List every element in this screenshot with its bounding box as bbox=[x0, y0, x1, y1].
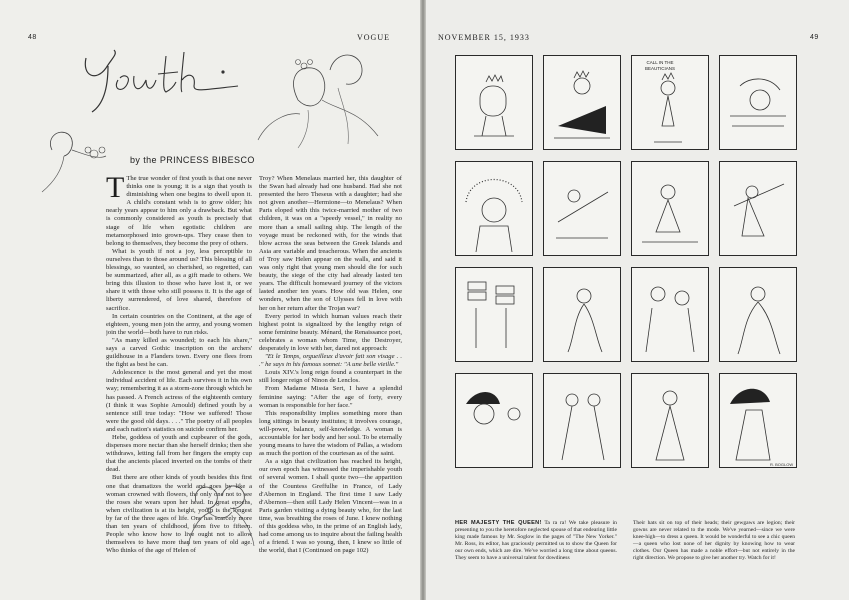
paragraph: In certain countries on the Continent, at the age of eighteen, young men join the army, and young women join the world—both have to run risks. bbox=[106, 312, 252, 336]
cartoon-panel bbox=[543, 373, 621, 468]
caption-column-1 bbox=[455, 520, 617, 561]
cartoon-panel bbox=[719, 373, 797, 468]
cartoon-panel bbox=[455, 55, 533, 150]
paragraph: Louis XIV.'s long reign found a counterpart in the still longer reign of Ninon de Lenclos. bbox=[259, 369, 402, 385]
magazine-header: VOGUE bbox=[357, 33, 390, 42]
drop-cap: T bbox=[106, 175, 125, 204]
caption-column-2 bbox=[633, 520, 795, 561]
paragraph: Adolescence is the most general and yet the most individual accident of life. Each survives it in his own way; remembering it as a storm-zone through which he has passed. A French actress of the eighteenth century (I think it was Sophie Arnould) defined youth by a sentence still true today: "How we suffered! Those were the good old days. . . ." The poetry of all peoples and each nation's statistics on suicide confirm her. bbox=[106, 369, 252, 433]
artist-signature: R. BOGLOW bbox=[770, 462, 794, 467]
caption-text: Ta ra ra! We take pleasure in presenting to you the heretofore neglected spouse of that endearing little king made famous by Mr. Soglow in the pages of "The New Yorker." Mr. Ross, its editor, has graciously permitted us to show the Queen for our own ends, which are dire. We've worried a long time about queens. They seem to have a universal talent for dowdiness bbox=[455, 520, 617, 561]
cartoon-panel bbox=[455, 373, 533, 468]
cartoon-panel bbox=[719, 267, 797, 362]
page-number-right: 49 bbox=[810, 34, 819, 41]
paragraph: "As many killed as wounded; to each his share," says a carved Gothic inscription on the archers' guildhouse in a Flanders town. Every one flees from the fight as best he can. bbox=[106, 336, 252, 369]
cartoon-panel bbox=[455, 161, 533, 256]
cartoon-panel bbox=[631, 161, 709, 256]
paragraph: Every period in which human values reach their highest point is signalized by the lengthy reign of some feminine beauty. Ménard, the Renaissance poet, celebrates a woman whom Time, the Destroyer, desperately in love with her, dared not approach: bbox=[259, 312, 402, 352]
caption-text: Their hats sit on top of their heads; their gewgaws are legion; their gowns are never related to the mode. We've yearned—since we were knee-high—to dress a queen. It would be wonderful to see a chic queen—a queen who lost none of her dignity by knowing how to wear clothes. Our Queen has made a noble effort—but not entirely in the right direction. We propose to give her another try. Watch for it! bbox=[633, 520, 795, 561]
cartoon-panel bbox=[543, 267, 621, 362]
issue-date-header: NOVEMBER 15, 1933 bbox=[438, 33, 530, 42]
cartoon-panel bbox=[719, 55, 797, 150]
woman-flowers-illustration bbox=[32, 120, 112, 200]
paragraph: As a sign that civilization has reached its height, our own epoch has witnessed the imperishable youth of several women. I shall quote two—the apparition of the Countess Greffulhe in France, of Lady d'Abernon in England. The first time I saw Lady d'Abernon—then still Lady Helen Vincent—was in a Paris garden visiting a dying beauty who, for the last time, was breathing the roses of June. I knew nothing of this goddess who, in the prime of an English lady, had come among us to inquire about the failing health of a friend. I was so young, then, I knew so little of the world, that I (Continued on page 102) bbox=[259, 458, 402, 555]
article-column-2 bbox=[259, 175, 402, 585]
speech-bubble: CALL IN THE BEAUTICIANS bbox=[644, 60, 675, 71]
cartoon-strip-grid bbox=[455, 55, 795, 465]
cartoon-panel bbox=[543, 55, 621, 150]
page-number-left: 48 bbox=[28, 34, 37, 41]
youth-script-title bbox=[78, 46, 248, 116]
paragraph: From Madame Missia Sert, I have a splendid feminine saying: "After the age of forty, every woman is responsible for her face." bbox=[259, 385, 402, 409]
paragraph: But there are other kinds of youth besides this first one that dramatizes the world and goes by like a woman crowned with flowers, the only one not to see the roses she wears upon her head. In great epochs, when civilization is at its height, youth is the longest by far of the three ages of life. One has scarcely more than ten years of childhood, from five to fifteen. People who know how to live ought not to allow themselves to have more than ten years of old age. Who thinks of the age of Helen of bbox=[106, 474, 252, 555]
left-page bbox=[0, 0, 420, 600]
couple-illustration-top bbox=[238, 40, 388, 150]
paragraph: The true wonder of first youth is that one never thinks one is young; it is a sign that youth is diminishing when one begins to dwell upon it. A child's constant wish is to grow older; his nearly years appear to him only a drawback. But what is commonly considered as youth is precisely that stage of life when egotistic children are metamorphosed into grown-ups. They cease then to belong to themselves, they become the prey of others. bbox=[106, 175, 252, 247]
caption-heading: HER MAJESTY THE QUEEN! bbox=[455, 520, 542, 526]
byline: by the PRINCESS BIBESCO bbox=[130, 155, 255, 165]
cartoon-panel bbox=[543, 161, 621, 256]
cartoon-panel bbox=[719, 161, 797, 256]
paragraph: "Et le Temps, orgueilleux d'avoir fait son visage . . ." he says in his famous sonnet: "A une belle vieille." bbox=[259, 353, 402, 369]
couple-illustration-bottom bbox=[178, 476, 258, 548]
cartoon-panel bbox=[631, 373, 709, 468]
cartoon-panel bbox=[631, 267, 709, 362]
paragraph: Troy? When Menelaus married her, this daughter of the Swan had already had one husband. Had she not presented the hero Theseus with a daughter; had she not given another—Hermione—to Menelaus? When Paris eloped with this twice-married mother of two children, it was on a "speedy vessel," in reality no more than a small sailing ship. The length of the voyage must be reckoned with, for the winds that blow across the seas between the Greek Islands and Asia are variable and treacherous. When the ancients of Troy saw Helen appear on the walls, and said it was only right that young men should die for such beauty, the siege of the city had already lasted ten years. The difficult homeward journey of the victors lasted another ten years. How old was Helen, one wonders, when the son of Ulysses fell in love with her on her return after the Trojan war? bbox=[259, 175, 402, 312]
paragraph: What is youth if not a joy, less perceptible to ourselves than to those around us? This blessing of all blessings, so vaunted, so cherished, so regretted, can be summarized, after all, as a gift made to others. We bring this illusion to those who have lost it, or we share it with those who still possess it. It is the age of liberty surrendered, of love shared, therefore of sacrifice. bbox=[106, 247, 252, 312]
paragraph: Hebe, goddess of youth and cupbearer of the gods, dispenses more nectar than she herself drinks; then she withdraws, letting fall from her fingers the empty cup that the ancients placed inverted on the tombs of their dead. bbox=[106, 434, 252, 474]
paragraph: This responsibility implies something more than long sittings in beauty institutes; it involves courage, will-power, balance, self-knowledge. A woman is accountable for her body and her soul. To be eternally young means to have the wisdom of Pallas, a wisdom as much the portion of the courtesan as of the saint. bbox=[259, 409, 402, 458]
cartoon-panel bbox=[455, 267, 533, 362]
